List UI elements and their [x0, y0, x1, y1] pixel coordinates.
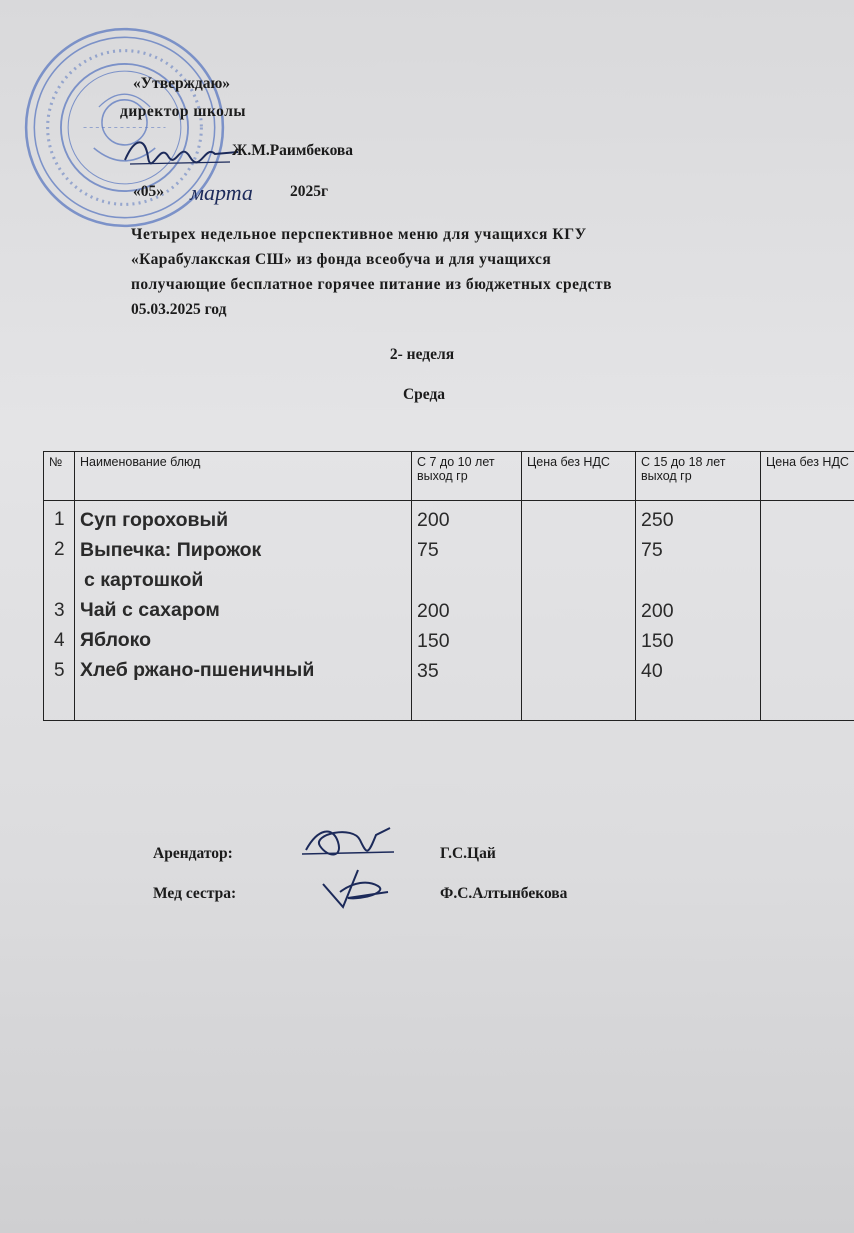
- approval-header: «Утверждаю»: [133, 75, 231, 92]
- yield-value: 75: [641, 539, 663, 561]
- yield-value: 200: [417, 600, 450, 622]
- row-num: 3: [54, 600, 65, 621]
- yield-value: 150: [641, 630, 674, 652]
- dish-name: Суп гороховый: [80, 509, 229, 531]
- approval-date-day: «05»: [133, 183, 164, 200]
- header-dish-name: Наименование блюд: [75, 452, 412, 501]
- title-line: Четырех недельное перспективное меню для учащихся КГУ: [131, 226, 587, 243]
- menu-table: [43, 451, 854, 721]
- header-yield-15-18: С 15 до 18 лет выход гр: [636, 452, 761, 501]
- signature-role-tenant: Арендатор:: [153, 845, 233, 862]
- yield-value: 250: [641, 509, 674, 531]
- approval-date-year: 2025г: [290, 183, 329, 200]
- row-num: 5: [54, 660, 65, 681]
- yield-value: 200: [641, 600, 674, 622]
- signature-name-tenant: Г.С.Цай: [440, 845, 496, 862]
- document-title: [131, 222, 781, 322]
- day-label: Среда: [402, 386, 446, 403]
- num-column: [44, 501, 75, 721]
- dish-name-cont: с картошкой: [84, 569, 204, 591]
- week-label: 2- неделя: [389, 346, 455, 363]
- yield-value: 35: [417, 660, 439, 682]
- title-line: получающие бесплатное горячее питание из бюджетных средств: [131, 276, 613, 293]
- dish-name: Хлеб ржано-пшеничный: [80, 659, 315, 681]
- tenant-signature: [298, 820, 398, 865]
- title-line: «Карабулакская СШ» из фонда всеобуча и для учащихся: [131, 251, 552, 268]
- nurse-signature: [318, 862, 398, 912]
- signature-role-nurse: Мед сестра:: [153, 885, 237, 902]
- approval-date-month: марта: [190, 180, 253, 205]
- row-num: 1: [54, 509, 65, 530]
- dish-name: Выпечка: Пирожок: [80, 539, 262, 561]
- row-num: 4: [54, 630, 65, 651]
- director-name: Ж.М.Раимбекова: [232, 142, 354, 159]
- price-2-column: [761, 501, 854, 721]
- approval-position: директор школы: [120, 103, 247, 120]
- yield-15-18-column: [636, 501, 761, 721]
- yield-value: 200: [417, 509, 450, 531]
- yield-value: 150: [417, 630, 450, 652]
- row-num: 2: [54, 539, 65, 560]
- dish-name: Чай с сахаром: [80, 599, 220, 621]
- price-1-column: [522, 501, 636, 721]
- yield-value: 40: [641, 660, 663, 682]
- header-num: №: [44, 452, 75, 501]
- director-signature: [120, 132, 240, 172]
- header-price-1: Цена без НДС: [522, 452, 636, 501]
- table-header-row: [44, 452, 854, 501]
- title-line: 05.03.2025 год: [131, 301, 227, 318]
- table-row: [44, 501, 854, 721]
- header-yield-7-10: С 7 до 10 лет выход гр: [412, 452, 522, 501]
- dish-name: Яблоко: [80, 629, 152, 651]
- header-price-2: Цена без НДС: [761, 452, 854, 501]
- dish-column: [75, 501, 412, 721]
- signature-name-nurse: Ф.С.Алтынбекова: [440, 885, 568, 902]
- yield-value: 75: [417, 539, 439, 561]
- yield-7-10-column: [412, 501, 522, 721]
